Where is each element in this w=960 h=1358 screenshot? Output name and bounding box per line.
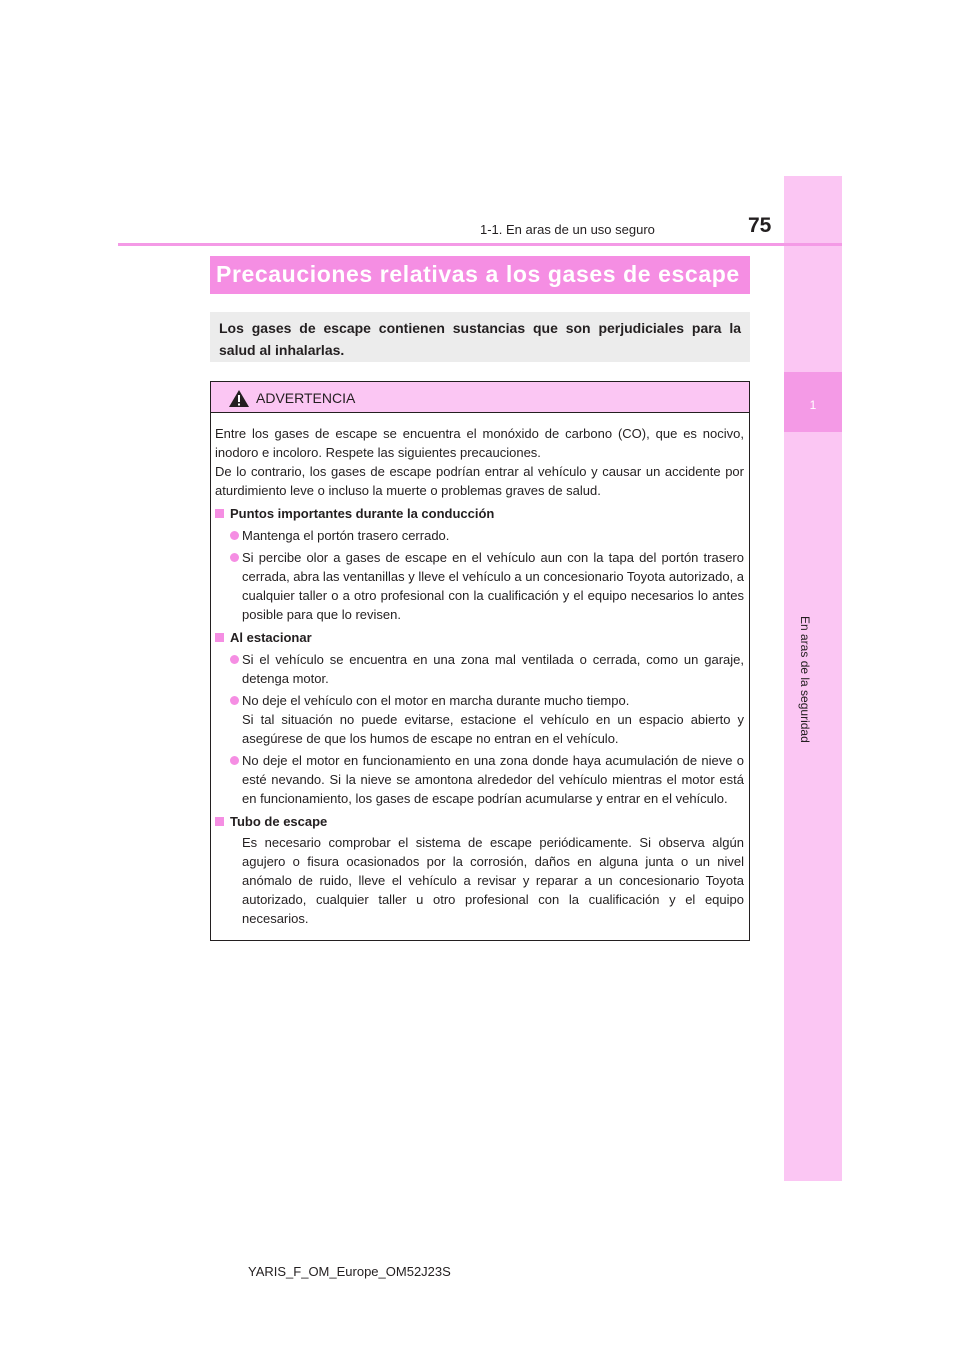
round-bullet-icon <box>230 756 239 765</box>
list-item-text: No deje el motor en funcionamiento en una zona donde haya acumulación de nieve o esté nevando. Si la nieve se amontona alrededor del vehículo mientras el motor está en funcionamiento, los gases de escape podrían acumularse y entrar en el vehículo. <box>242 753 744 806</box>
section-heading <box>215 628 744 647</box>
round-bullet-icon <box>230 655 239 664</box>
list-item <box>215 751 744 808</box>
section-title-bar <box>210 256 750 294</box>
warning-label: ADVERTENCIA <box>256 390 356 406</box>
list-item-text: Mantenga el portón trasero cerrado. <box>242 528 450 543</box>
section-heading-text: Puntos importantes durante la conducción <box>230 506 495 521</box>
chapter-title: En aras de la seguridad <box>798 616 812 743</box>
breadcrumb: 1-1. En aras de un uso seguro <box>480 222 655 237</box>
section-heading-text: Tubo de escape <box>230 814 328 829</box>
intro-text: Los gases de escape contienen sustancias que son perjudiciales para la salud al inhalarlas. <box>219 320 741 358</box>
warning-paragraph: Entre los gases de escape se encuentra el monóxido de carbono (CO), que es nocivo, inodoro e incoloro. Respete las siguientes precauciones. <box>215 426 744 460</box>
warning-body <box>215 424 744 928</box>
section-heading <box>215 812 744 831</box>
page-title: Precauciones relativas a los gases de escape <box>216 261 740 287</box>
warning-header <box>211 382 749 413</box>
list-item <box>215 650 744 688</box>
list-item <box>215 548 744 624</box>
list-item-text: Si el vehículo se encuentra en una zona mal ventilada o cerrada, como un garaje, detenga motor. <box>242 652 744 686</box>
square-bullet-icon <box>215 633 224 642</box>
section-heading <box>215 504 744 523</box>
warning-box <box>210 381 750 941</box>
chapter-number: 1 <box>809 398 817 412</box>
chapter-side-tab <box>784 176 842 1181</box>
intro-box <box>210 312 750 362</box>
square-bullet-icon <box>215 509 224 518</box>
page-number: 75 <box>748 214 772 237</box>
round-bullet-icon <box>230 696 239 705</box>
round-bullet-icon <box>230 553 239 562</box>
list-item <box>215 691 744 710</box>
list-item-continuation: Si tal situación no puede evitarse, estacione el vehículo en un espacio abierto y asegúrese de que los humos de escape no entran en el vehículo. <box>242 712 744 746</box>
footer-document-code: YARIS_F_OM_Europe_OM52J23S <box>248 1264 451 1279</box>
list-item-text: No deje el vehículo con el motor en marcha durante mucho tiempo. <box>242 693 630 708</box>
section-text: Es necesario comprobar el sistema de escape periódicamente. Si observa algún agujero o fisura ocasionados por la corrosión, daños en alguna junta o un nivel anómalo de ruido, lleve el vehículo a revisar y reparar a un concesionario Toyota autorizado, cualquier taller u otro profesional con la cualificación y el equipo necesarios. <box>242 835 744 926</box>
header-rule <box>118 243 842 246</box>
section-heading-text: Al estacionar <box>230 630 312 645</box>
list-item <box>215 526 744 545</box>
warning-triangle-icon <box>228 389 250 408</box>
round-bullet-icon <box>230 531 239 540</box>
square-bullet-icon <box>215 817 224 826</box>
list-item-text: Si percibe olor a gases de escape en el vehículo aun con la tapa del portón trasero cerrada, abra las ventanillas y lleve el vehículo a un concesionario Toyota autorizado, a cualquier taller o a otro profesional con la cualificación y el equipo necesarios lo antes posible para que lo revisen. <box>242 550 745 622</box>
warning-paragraph: De lo contrario, los gases de escape podrían entrar al vehículo y causar un accidente por aturdimiento leve o incluso la muerte o problemas graves de salud. <box>215 464 744 498</box>
